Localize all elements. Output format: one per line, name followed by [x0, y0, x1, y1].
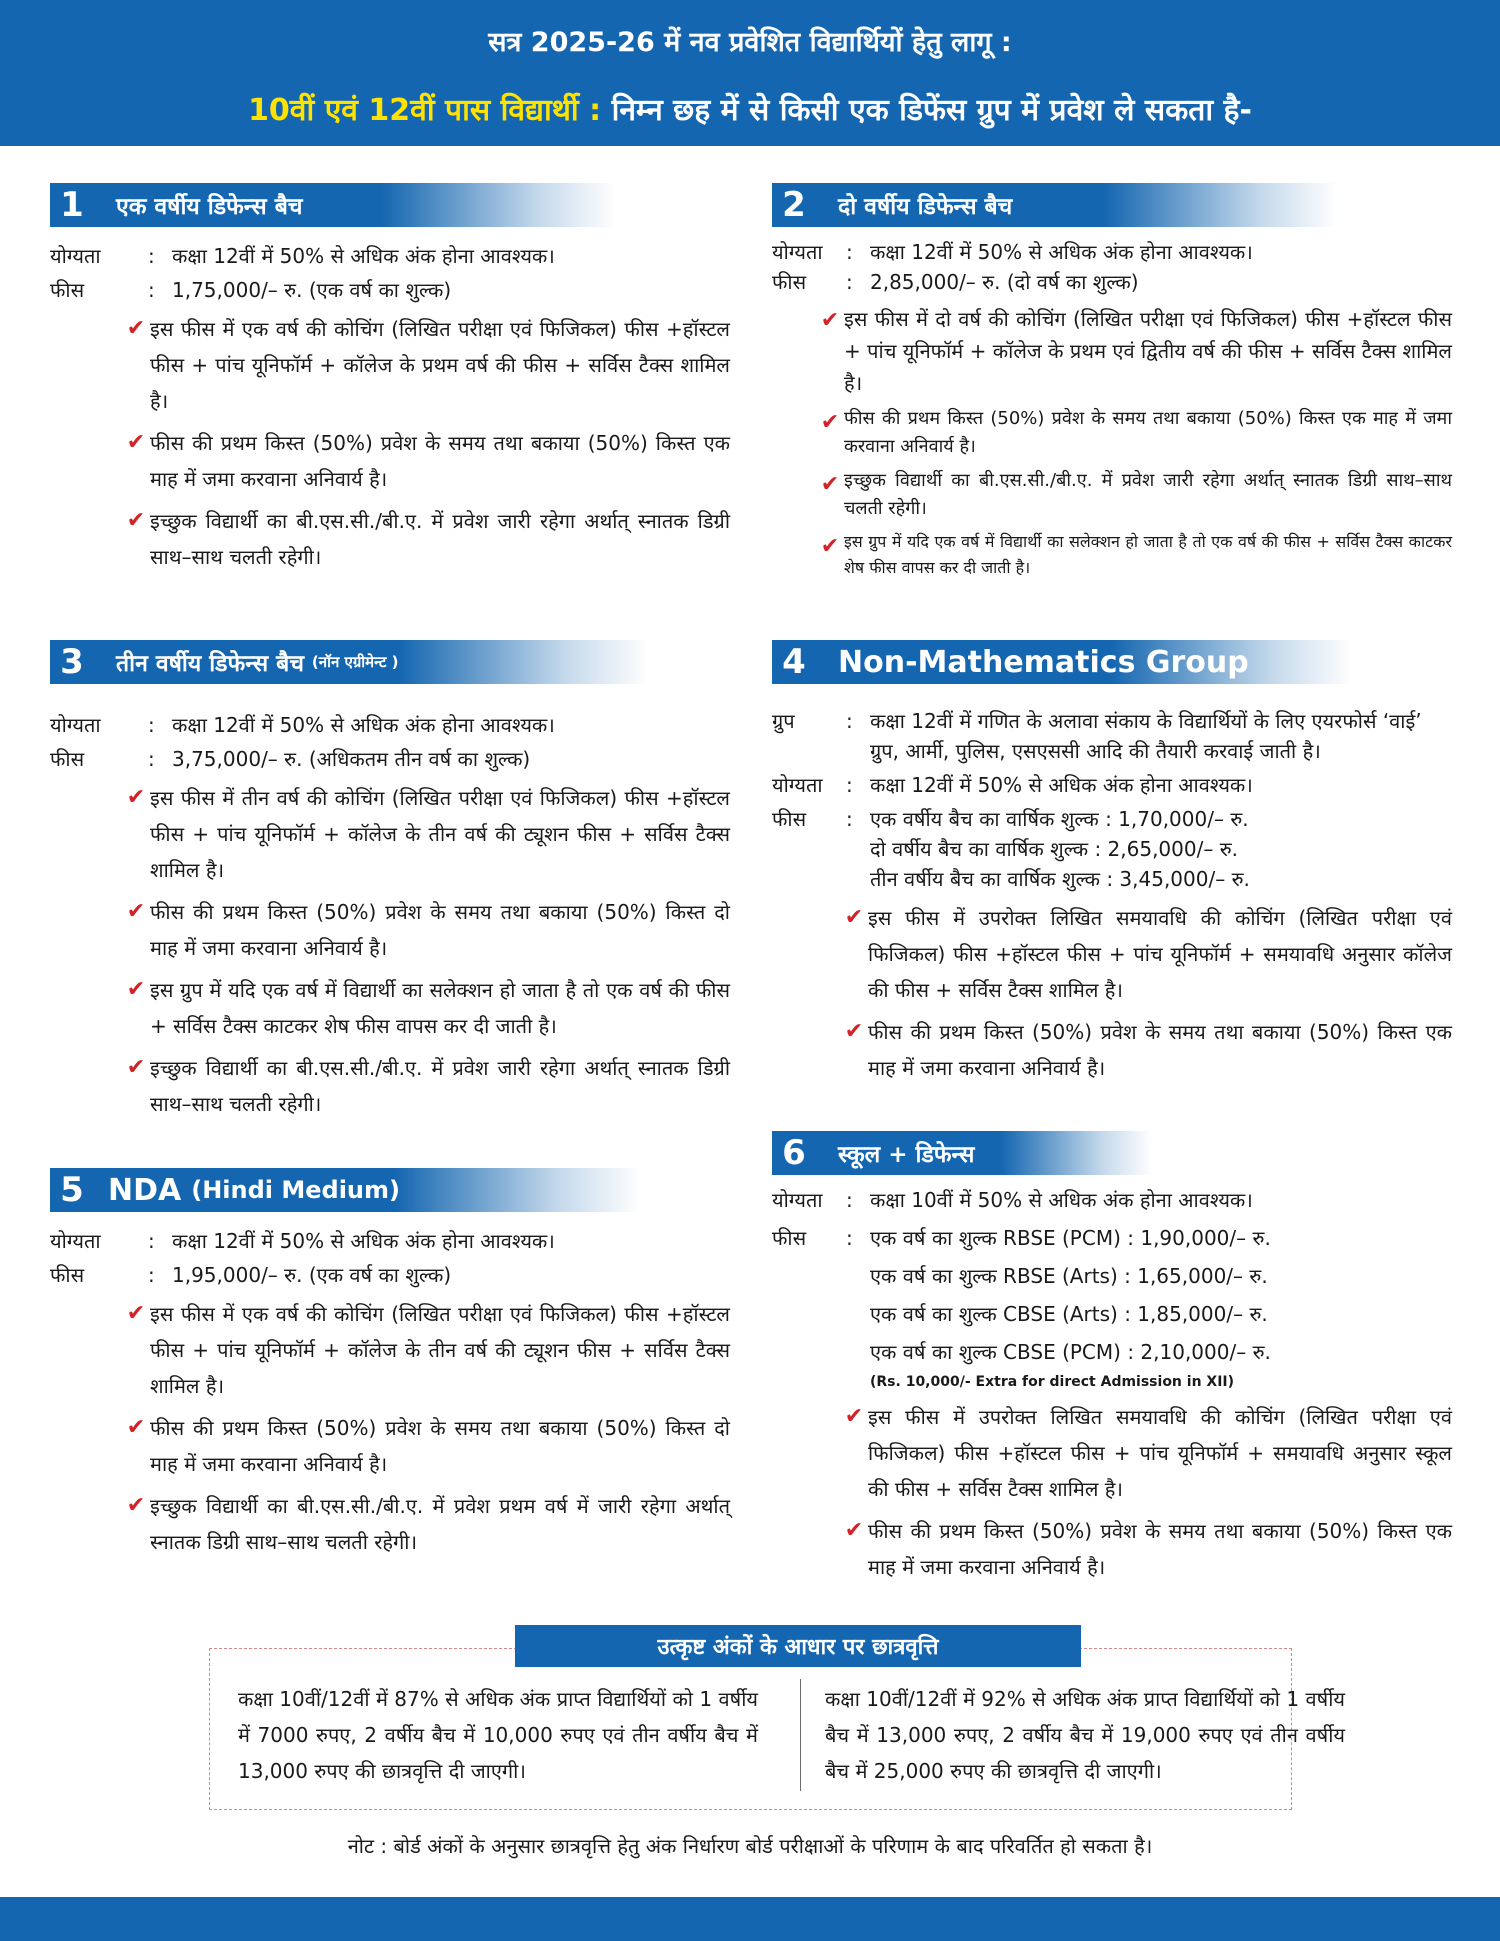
- bullet-text: फीस की प्रथम किस्त (50%) प्रवेश के समय तथा बकाया (50%) किस्त दो माह में जमा करवाना अनिवार्य है।: [150, 900, 730, 960]
- check-icon: ✔: [126, 977, 146, 1002]
- check-icon: ✔: [126, 1055, 146, 1080]
- bullet-item: [816, 467, 1452, 523]
- section-title: [816, 640, 1352, 684]
- bullet-list: [50, 311, 730, 575]
- row-value: एक वर्षीय बैच का वार्षिक शुल्क : 1,70,000/– रु.: [870, 807, 1249, 831]
- bullet-text: फीस की प्रथम किस्त (50%) प्रवेश के समय तथा बकाया (50%) किस्त एक माह में जमा करवाना अनिवार्य है।: [150, 431, 730, 491]
- section-title-text: NDA: [108, 1172, 182, 1208]
- check-icon: ✔: [126, 899, 146, 924]
- bullet-text: इस ग्रुप में यदि एक वर्ष में विद्यार्थी का सलेक्शन हो जाता है तो एक वर्ष की फीस + सर्विस टैक्स काटकर शेष फीस वापस कर दी जाती है।: [150, 978, 730, 1038]
- section-title: [816, 183, 1338, 227]
- bullet-text: इच्छुक विद्यार्थी का बी.एस.सी./बी.ए. में प्रवेश प्रथम वर्ष में जारी रहेगा अर्थात् स्नातक डिग्री साथ–साथ चलती रहेगी।: [150, 1494, 730, 1554]
- row-value: 3,75,000/– रु. (अधिकतम तीन वर्ष का शुल्क): [172, 747, 531, 771]
- eligibility-highlight: 10वीं एवं 12वीं पास विद्यार्थी :: [248, 93, 602, 128]
- fee-line: एक वर्ष का शुल्क CBSE (Arts) : 1,85,000/– रु.: [870, 1302, 1268, 1326]
- scholarship-divider: [800, 1679, 801, 1791]
- row-value: 1,95,000/– रु. (एक वर्ष का शुल्क): [172, 1263, 452, 1287]
- scholarship-right: कक्षा 10वीं/12वीं में 92% से अधिक अंक प्राप्त विद्यार्थियों को 1 वर्षीय बैच में 13,000 रुपए, 2 वर्षीय बैच में 19,000 रुपए एवं तीन वर्षीय बैच में 25,000 रुपए की छात्रवृत्ति दी जाएगी।: [825, 1687, 1345, 1783]
- row-value: 2,85,000/– रु. (दो वर्ष का शुल्क): [870, 270, 1139, 294]
- row-colon: :: [846, 709, 853, 733]
- eligibility-row: [772, 770, 1452, 800]
- row-label: फीस: [772, 270, 807, 294]
- section-2-header: [772, 183, 1338, 227]
- eligibility-text: निम्न छह में से किसी एक डिफेंस ग्रुप में प्रवेश ले सकता है-: [611, 93, 1252, 128]
- section-4: [772, 640, 1452, 1086]
- row-colon: :: [148, 713, 155, 737]
- bullet-text: फीस की प्रथम किस्त (50%) प्रवेश के समय तथा बकाया (50%) किस्त एक माह में जमा करवाना अनिवार्य है।: [868, 1020, 1452, 1080]
- fee-row: [772, 267, 1452, 297]
- fee-row: [772, 1223, 1452, 1253]
- check-icon: ✔: [126, 1301, 146, 1326]
- scholarship-left: कक्षा 10वीं/12वीं में 87% से अधिक अंक प्राप्त विद्यार्थियों को 1 वर्षीय में 7000 रुपए, 2 वर्षीय बैच में 10,000 रुपए एवं तीन वर्षीय बैच में 13,000 रुपए की छात्रवृत्ति दी जाएगी।: [238, 1687, 758, 1783]
- section-number: 5: [50, 1168, 94, 1212]
- fee-row: [772, 804, 1452, 834]
- check-icon: ✔: [844, 1518, 864, 1543]
- bullet-text: इस फीस में दो वर्ष की कोचिंग (लिखित परीक्षा एवं फिजिकल) फीस +हॉस्टल फीस + पांच यूनिफॉर्म + कॉलेज के प्रथम एवं द्वितीय वर्ष की फीस + सर्विस टैक्स शामिल है।: [844, 307, 1452, 395]
- bullet-text: फीस की प्रथम किस्त (50%) प्रवेश के समय तथा बकाया (50%) किस्त एक माह में जमा करवाना अनिवार्य है।: [844, 408, 1452, 457]
- section-6-body: [772, 1185, 1452, 1585]
- bullet-item: [816, 303, 1452, 399]
- check-icon: ✔: [820, 308, 840, 333]
- section-title: [94, 1168, 640, 1212]
- bullet-list: [772, 303, 1452, 581]
- row-value: कक्षा 12वीं में 50% से अधिक अंक होना आवश्यक।: [870, 240, 1253, 264]
- bullet-item: [122, 780, 730, 888]
- bullet-list: [50, 780, 730, 1122]
- bullet-item: [840, 1014, 1452, 1086]
- group-row: [772, 706, 1452, 766]
- row-colon: :: [846, 270, 853, 294]
- row-label: फीस: [772, 1226, 807, 1250]
- check-icon: ✔: [844, 1404, 864, 1429]
- section-number: 2: [772, 183, 816, 227]
- section-title-text: एक वर्षीय डिफेन्स बैच: [116, 194, 303, 220]
- row-colon: :: [846, 240, 853, 264]
- section-3: [50, 640, 730, 1122]
- bullet-text: इच्छुक विद्यार्थी का बी.एस.सी./बी.ए. में प्रवेश जारी रहेगा अर्थात् स्नातक डिग्री साथ–साथ चलती रहेगी।: [150, 509, 730, 569]
- check-icon: ✔: [126, 785, 146, 810]
- section-5: [50, 1168, 730, 1560]
- row-label: योग्यता: [50, 713, 101, 737]
- bullet-text: इस फीस में उपरोक्त लिखित समयावधि की कोचिंग (लिखित परीक्षा एवं फिजिकल) फीस +हॉस्टल फीस + पांच यूनिफॉर्म + समयावधि अनुसार कॉलेज की फीस + सर्विस टैक्स शामिल है।: [868, 906, 1452, 1002]
- fee-line: दो वर्षीय बैच का वार्षिक शुल्क : 2,65,000/– रु.: [870, 837, 1239, 861]
- bullet-item: [840, 1399, 1452, 1507]
- section-number: 1: [50, 183, 94, 227]
- section-2: [772, 183, 1452, 581]
- bullet-item: [122, 894, 730, 966]
- row-colon: :: [148, 278, 155, 302]
- section-4-header: [772, 640, 1352, 684]
- scholarship-box: [209, 1648, 1345, 1810]
- bullet-text: इस फीस में एक वर्ष की कोचिंग (लिखित परीक्षा एवं फिजिकल) फीस +हॉस्टल फीस + पांच यूनिफॉर्म + कॉलेज के प्रथम वर्ष की फीस + सर्विस टैक्स शामिल है।: [150, 317, 730, 413]
- check-icon: ✔: [126, 1415, 146, 1440]
- section-number: 3: [50, 640, 94, 684]
- section-title-text: स्कूल + डिफेन्स: [838, 1142, 975, 1168]
- check-icon: ✔: [820, 534, 840, 559]
- fee-row: [50, 275, 730, 305]
- bullet-item: [122, 311, 730, 419]
- eligibility-row: [772, 1185, 1452, 1215]
- check-icon: ✔: [126, 1493, 146, 1518]
- row-colon: :: [846, 807, 853, 831]
- bullet-item: [122, 503, 730, 575]
- row-value: 1,75,000/– रु. (एक वर्ष का शुल्क): [172, 278, 452, 302]
- row-value: कक्षा 12वीं में 50% से अधिक अंक होना आवश्यक।: [172, 713, 555, 737]
- fee-line: एक वर्ष का शुल्क CBSE (PCM) : 2,10,000/– रु.: [870, 1340, 1271, 1364]
- bullet-text: इच्छुक विद्यार्थी का बी.एस.सी./बी.ए. में प्रवेश जारी रहेगा अर्थात् स्नातक डिग्री साथ–साथ चलती रहेगी।: [150, 1056, 730, 1116]
- check-icon: ✔: [844, 905, 864, 930]
- bullet-text: इस ग्रुप में यदि एक वर्ष में विद्यार्थी का सलेक्शन हो जाता है तो एक वर्ष की फीस + सर्विस टैक्स काटकर शेष फीस वापस कर दी जाती है।: [844, 532, 1452, 577]
- bullet-item: [122, 1488, 730, 1560]
- fee-row: [50, 1260, 730, 1290]
- section-2-body: [772, 237, 1452, 581]
- bullet-text: इस फीस में तीन वर्ष की कोचिंग (लिखित परीक्षा एवं फिजिकल) फीस +हॉस्टल फीस + पांच यूनिफॉर्म + कॉलेज के तीन वर्ष की ट्यूशन फीस + सर्विस टैक्स शामिल है।: [150, 786, 730, 882]
- check-icon: ✔: [820, 472, 840, 497]
- row-colon: :: [148, 244, 155, 268]
- session-line: सत्र 2025-26 में नव प्रवेशित विद्यार्थियों हेतु लागू :: [488, 27, 1012, 58]
- section-1: [50, 183, 730, 575]
- section-title-note: (Hindi Medium): [191, 1176, 400, 1204]
- bullet-item: [122, 425, 730, 497]
- row-label: योग्यता: [772, 240, 823, 264]
- bullet-item: [122, 1050, 730, 1122]
- section-3-header: [50, 640, 648, 684]
- row-colon: :: [148, 1229, 155, 1253]
- row-label: फीस: [50, 1263, 85, 1287]
- check-icon: ✔: [820, 410, 840, 435]
- check-icon: ✔: [126, 508, 146, 533]
- row-value: कक्षा 10वीं में 50% से अधिक अंक होना आवश्यक।: [870, 1188, 1253, 1212]
- section-3-body: [50, 710, 730, 1122]
- bullet-text: फीस की प्रथम किस्त (50%) प्रवेश के समय तथा बकाया (50%) किस्त दो माह में जमा करवाना अनिवार्य है।: [150, 1416, 730, 1476]
- fee-line: एक वर्ष का शुल्क RBSE (Arts) : 1,65,000/– रु.: [870, 1264, 1268, 1288]
- section-title-text: तीन वर्षीय डिफेन्स बैच: [116, 651, 304, 677]
- bullet-item: [816, 405, 1452, 461]
- row-colon: :: [846, 1226, 853, 1250]
- row-colon: :: [148, 747, 155, 771]
- bullet-item: [840, 1513, 1452, 1585]
- section-title-text: Non-Mathematics Group: [838, 644, 1249, 680]
- section-title-note: (नॉन एग्रीमेन्ट ): [311, 653, 399, 671]
- row-label: फीस: [50, 747, 85, 771]
- bullet-item: [816, 529, 1452, 581]
- check-icon: ✔: [126, 316, 146, 341]
- fee-note: (Rs. 10,000/- Extra for direct Admission in XII): [870, 1374, 1235, 1390]
- bullet-list: [50, 1296, 730, 1560]
- row-label: फीस: [50, 278, 85, 302]
- bullet-list: [772, 1399, 1452, 1585]
- row-label: ग्रुप: [772, 709, 795, 733]
- row-label: योग्यता: [772, 1188, 823, 1212]
- row-value: कक्षा 12वीं में गणित के अलावा संकाय के विद्यार्थियों के लिए एयरफोर्स ‘वाई’ ग्रुप, आर्मी, पुलिस, एसएससी आदि की तैयारी करवाई जाती है।: [870, 709, 1422, 763]
- section-number: 4: [772, 640, 816, 684]
- eligibility-row: [772, 237, 1452, 267]
- eligibility-row: [50, 241, 730, 271]
- row-colon: :: [148, 1263, 155, 1287]
- eligibility-row: [50, 1226, 730, 1256]
- row-label: फीस: [772, 807, 807, 831]
- bullet-item: [840, 900, 1452, 1008]
- section-1-header: [50, 183, 616, 227]
- eligibility-row: [50, 710, 730, 740]
- row-label: योग्यता: [50, 244, 101, 268]
- fee-line: तीन वर्षीय बैच का वार्षिक शुल्क : 3,45,000/– रु.: [870, 867, 1250, 891]
- section-title: [816, 1131, 1152, 1175]
- row-value: कक्षा 12वीं में 50% से अधिक अंक होना आवश्यक।: [172, 244, 555, 268]
- section-6: [772, 1131, 1452, 1585]
- row-value: एक वर्ष का शुल्क RBSE (PCM) : 1,90,000/– रु.: [870, 1226, 1271, 1250]
- bottom-banner: [0, 1897, 1500, 1941]
- row-label: योग्यता: [772, 773, 823, 797]
- row-colon: :: [846, 1188, 853, 1212]
- row-value: कक्षा 12वीं में 50% से अधिक अंक होना आवश्यक।: [870, 773, 1253, 797]
- section-title: [94, 183, 616, 227]
- section-number: 6: [772, 1131, 816, 1175]
- eligibility-line: [0, 88, 1500, 129]
- section-4-body: [772, 706, 1452, 1086]
- footer-note: नोट : बोर्ड अंकों के अनुसार छात्रवृत्ति हेतु अंक निर्धारण बोर्ड परीक्षाओं के परिणाम के बाद परिवर्तित हो सकता है।: [347, 1834, 1153, 1858]
- fee-row: [50, 744, 730, 774]
- check-icon: ✔: [126, 430, 146, 455]
- bullet-text: इच्छुक विद्यार्थी का बी.एस.सी./बी.ए. में प्रवेश जारी रहेगा अर्थात् स्नातक डिग्री साथ–साथ चलती रहेगी।: [844, 470, 1452, 519]
- row-colon: :: [846, 773, 853, 797]
- section-title: [94, 640, 648, 684]
- scholarship-title: उत्कृष्ट अंकों के आधार पर छात्रवृत्ति: [515, 1625, 1081, 1667]
- bullet-text: फीस की प्रथम किस्त (50%) प्रवेश के समय तथा बकाया (50%) किस्त एक माह में जमा करवाना अनिवार्य है।: [868, 1519, 1452, 1579]
- bullet-text: इस फीस में एक वर्ष की कोचिंग (लिखित परीक्षा एवं फिजिकल) फीस +हॉस्टल फीस + पांच यूनिफॉर्म + कॉलेज के तीन वर्ष की ट्यूशन फीस + सर्विस टैक्स शामिल है।: [150, 1302, 730, 1398]
- bullet-list: [772, 900, 1452, 1086]
- section-5-body: [50, 1226, 730, 1560]
- bullet-item: [122, 1410, 730, 1482]
- row-value: कक्षा 12वीं में 50% से अधिक अंक होना आवश्यक।: [172, 1229, 555, 1253]
- top-banner: [0, 0, 1500, 146]
- bullet-text: इस फीस में उपरोक्त लिखित समयावधि की कोचिंग (लिखित परीक्षा एवं फिजिकल) फीस +हॉस्टल फीस + पांच यूनिफॉर्म + समयावधि अनुसार स्कूल की फीस + सर्विस टैक्स शामिल है।: [868, 1405, 1452, 1501]
- section-1-body: [50, 241, 730, 575]
- section-title-text: दो वर्षीय डिफेन्स बैच: [838, 194, 1013, 220]
- row-label: योग्यता: [50, 1229, 101, 1253]
- check-icon: ✔: [844, 1019, 864, 1044]
- section-6-header: [772, 1131, 1152, 1175]
- bullet-item: [122, 972, 730, 1044]
- section-5-header: [50, 1168, 640, 1212]
- bullet-item: [122, 1296, 730, 1404]
